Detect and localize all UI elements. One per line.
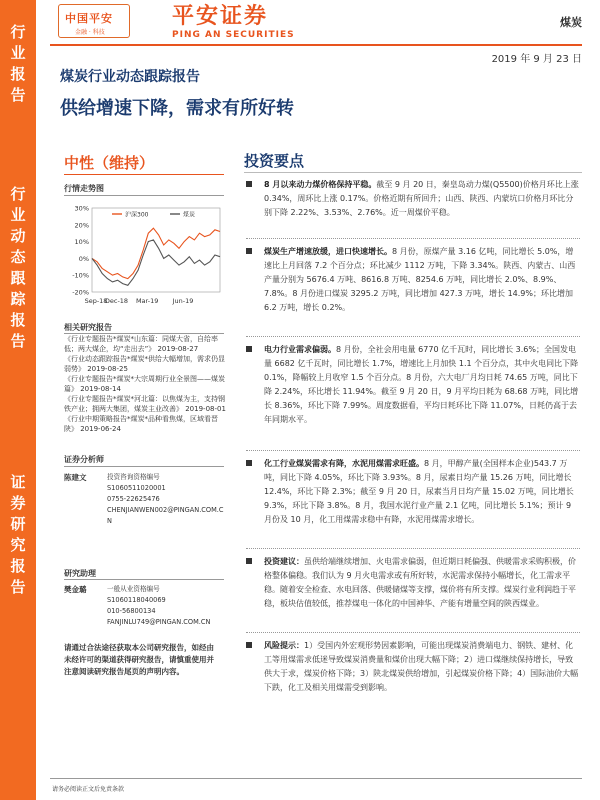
related-reports	[64, 334, 226, 434]
analyst-name: 陈建文	[64, 473, 87, 482]
left-disclaimer: 请通过合法途径获取本公司研究报告，如经由未经许可的渠道获得研究报告，请慎重使用并注意阅读研究报告尾页的声明内容。	[64, 643, 214, 676]
bullet-icon	[246, 642, 252, 648]
point-lead: 化工行业煤炭需求有降，水泥用煤需求旺盛。	[264, 459, 424, 468]
rating-divider	[64, 174, 224, 175]
investment-point	[246, 555, 580, 611]
analyst-info	[107, 472, 227, 527]
side-char: 报	[10, 65, 26, 83]
contact-line: S1060118040069	[107, 596, 166, 604]
point-separator	[246, 548, 580, 549]
series-line-0	[92, 228, 220, 278]
side-char: 研	[10, 515, 26, 533]
related-report-item: 《行业专题报告*煤炭*大宗周期行业全景图——煤炭篇》 2019-08-14	[64, 375, 225, 393]
side-char: 行	[10, 23, 26, 41]
contact-line: 一般从业资格编号	[107, 585, 160, 593]
investment-point	[246, 245, 580, 315]
side-label-tracking-report	[0, 184, 36, 352]
side-label-securities-research	[0, 472, 36, 598]
y-tick-label: 20%	[74, 221, 89, 230]
side-char: 告	[10, 578, 26, 596]
y-tick-label: 30%	[74, 204, 89, 213]
point-body: 虽供给端继续增加、火电需求偏弱，但近期日耗偏强、供暖需求采购积极，价格整体偏稳。我们认为 9 月火电需求或有所好转，水泥需求保持小幅增长，化工需求平稳。随着安全检查、水电回落、供暖储煤等支撑，煤价将有所支撑。煤炭行业利润趋于平稳，板块估值较低，推荐煤电一体化的中国神华、产能有增量空间的陕西煤业。	[264, 557, 576, 608]
related-report-item: 《行业专题报告*煤炭*山东篇：同煤大省，自给率低；两大煤企，均“走出去”》 2019-08-27	[64, 335, 218, 353]
related-report-item: 《行业中期策略报告*煤炭*品种看焦煤，区域看晋陕》 2019-06-24	[64, 415, 218, 433]
analyst-heading: 证券分析师	[64, 455, 104, 464]
assistant-block	[64, 584, 226, 640]
investment-points-heading: 投资要点	[244, 152, 305, 170]
investment-point	[246, 343, 580, 427]
point-text	[264, 555, 580, 611]
assistant-info	[107, 584, 227, 628]
side-char: 业	[10, 44, 26, 62]
point-text	[264, 245, 580, 315]
ping-an-group-logo	[58, 4, 130, 38]
contact-line: CHENJIANWEN002@PINGAN.COM.CN	[107, 506, 224, 525]
y-tick-label: 0%	[78, 254, 89, 263]
side-char: 动	[10, 227, 26, 245]
side-char: 行	[10, 185, 26, 203]
investment-point	[246, 639, 580, 695]
point-lead: 8 月以来动力煤价格保持平稳。	[264, 180, 377, 189]
bullet-icon	[246, 460, 252, 466]
point-body: 截至 9 月 20 日，秦皇岛动力煤(Q5500)价格月环比上涨 0.34%，周环比上涨 0.17%。价格近期有所回升；山西、陕西、内蒙坑口价格月环比分别下降 2.22%、3.53%、2.76%。近一周煤价平稳。	[264, 180, 579, 217]
point-lead: 投资建议：	[264, 557, 304, 566]
analyst-divider	[64, 466, 224, 467]
point-text	[264, 343, 580, 427]
investment-point	[246, 457, 580, 527]
x-tick-label: Mar-19	[135, 297, 159, 305]
rating: 中性（维持）	[64, 154, 155, 172]
side-label-industry-report	[0, 22, 36, 106]
footer-divider	[50, 778, 582, 779]
point-lead: 电力行业需求偏弱。	[264, 345, 336, 354]
side-char: 报	[10, 557, 26, 575]
investment-points-divider	[244, 172, 582, 173]
footer-note: 请务必阅读正文后免责条款	[52, 786, 125, 793]
bullet-icon	[246, 248, 252, 254]
series-line-1	[92, 240, 220, 285]
side-char: 究	[10, 536, 26, 554]
plot-frame	[92, 208, 220, 292]
logo-left-sub: 金融 · 科技	[75, 29, 105, 36]
point-text	[264, 457, 580, 527]
trend-divider	[64, 195, 224, 196]
point-lead: 煤炭生产增速放缓，进口快速增长。	[264, 247, 392, 256]
point-separator	[246, 450, 580, 451]
assistant-name: 樊金璐	[64, 585, 87, 594]
side-char: 跟	[10, 269, 26, 287]
assistant-heading: 研究助理	[64, 569, 96, 578]
side-char: 券	[10, 494, 26, 512]
side-char: 业	[10, 206, 26, 224]
bullet-icon	[246, 346, 252, 352]
point-body: 1）受国内外宏观形势因素影响，可能出现煤炭消费端电力、钢铁、建材、化工等用煤需求低迷导致煤炭消费量和煤价出现大幅下降；2）进口煤继续保持增长，导致供大于求，煤炭价格下降；3）陕北煤炭供给增加，引起煤炭价格下降；4）国际油价大幅下跌，化工及相关用煤需受到影响。	[264, 641, 579, 692]
header-divider	[50, 44, 582, 46]
y-tick-label: -20%	[72, 288, 89, 297]
point-body: 8 月，甲醇产量(全国样本企业)543.7 万吨，同比下降 4.05%，环比下降 3.93%。8 月，尿素日均产量 15.26 万吨，同比增长 12.4%，环比下降 2.3%；截至 9 月 20 日，尿素当月日均产量 15.02 万吨，同比增长 9.3%，环比下降 3.8%。8 月，我国水泥行业产量 2.1 亿吨，同比增长 5.1%；预计 9 月份及 10 月，化工用煤需求稳中有降，水泥用煤需求增长。	[264, 459, 574, 524]
y-tick-label: 10%	[74, 238, 89, 247]
contact-line: FANJINLU749@PINGAN.COM.CN	[107, 618, 211, 626]
bullet-icon	[246, 558, 252, 564]
point-body: 8 月份，全社会用电量 6770 亿千瓦时，同比增长 3.6%；全国发电量 6682 亿千瓦时，同比增长 1.7%，增速比上月加快 1.1 个百分点，其中火电同比下降 0.1%，降幅较上月收窄 1.5 个百分点。8 月份，六大电厂月均日耗 74.65 万吨，同比下降 2.24%，环比增长 11.94%。截至 9 月 20 日，9 月平均日耗为 68.68 万吨，同比增长 8.36%，环比下降 7.99%。周度数据看，平均日耗环比下降 11.07%，日耗仍高于去年同期水平。	[264, 345, 579, 424]
point-separator	[246, 336, 580, 337]
legend-label: 沪深300	[125, 211, 149, 219]
analyst-block	[64, 472, 226, 552]
x-tick-label: Dec-18	[104, 297, 129, 305]
trend-chart-svg	[64, 200, 226, 312]
logo-main-cn: 平安证券	[172, 4, 269, 29]
point-separator	[246, 632, 580, 633]
logo-left-name: 中国平安	[65, 12, 113, 25]
point-body: 8 月份，原煤产量 3.16 亿吨，同比增长 5.0%，增速比上月回落 7.2 个百分点；环比减少 1112 万吨，下降 3.34%。陕西、内蒙古、山西产量分别为 5676.4 万吨、8616.8 万吨、8254.6 万吨，同比增长 2.0%、8.9%、7.8%。8 月份进口煤炭 3295.2 万吨，同比增加 427.3 万吨，增长 14.9%；环比增加 6.2 万吨，增长 0.2%。	[264, 247, 576, 312]
point-text	[264, 178, 580, 220]
trend-heading: 行情走势图	[64, 184, 104, 193]
x-tick-label: Sep-18	[84, 297, 108, 305]
assistant-divider	[64, 579, 224, 580]
side-char: 证	[10, 473, 26, 491]
x-tick-label: Jun-19	[172, 297, 194, 305]
ping-an-securities-logo	[172, 5, 295, 40]
contact-line: 0755-22625476	[107, 495, 160, 503]
point-text	[264, 639, 580, 695]
point-lead: 风险提示：	[264, 641, 304, 650]
point-separator	[246, 238, 580, 239]
related-heading: 相关研究报告	[64, 323, 112, 332]
contact-line: 投资咨询资格编号	[107, 473, 160, 481]
side-char: 告	[10, 86, 26, 104]
related-report-item: 《行业专题报告*煤炭*河北篇：以焦煤为主，支持钢铁产业；拥两大集团，煤炭主业改善》 2019-08-01	[64, 395, 226, 413]
report-title: 供给增速下降，需求有所好转	[60, 98, 294, 119]
investment-point	[246, 178, 580, 220]
side-char: 报	[10, 311, 26, 329]
side-char: 踪	[10, 290, 26, 308]
bullet-icon	[246, 181, 252, 187]
report-type: 煤炭行业动态跟踪报告	[60, 69, 200, 85]
side-char: 态	[10, 248, 26, 266]
industry-tag: 煤炭	[560, 16, 582, 29]
contact-line: 010-56800134	[107, 607, 156, 615]
legend-label: 煤炭	[183, 211, 196, 219]
trend-chart	[64, 200, 226, 312]
logo-main-en: PING AN SECURITIES	[172, 30, 295, 40]
related-report-item: 《行业动态跟踪报告*煤炭*供给大幅增加，需求仍显弱势》 2019-08-25	[64, 355, 225, 373]
y-tick-label: -10%	[72, 271, 89, 280]
side-band	[0, 0, 36, 800]
side-char: 告	[10, 332, 26, 350]
contact-line: S1060511020001	[107, 484, 166, 492]
report-date: 2019 年 9 月 23 日	[491, 54, 582, 65]
